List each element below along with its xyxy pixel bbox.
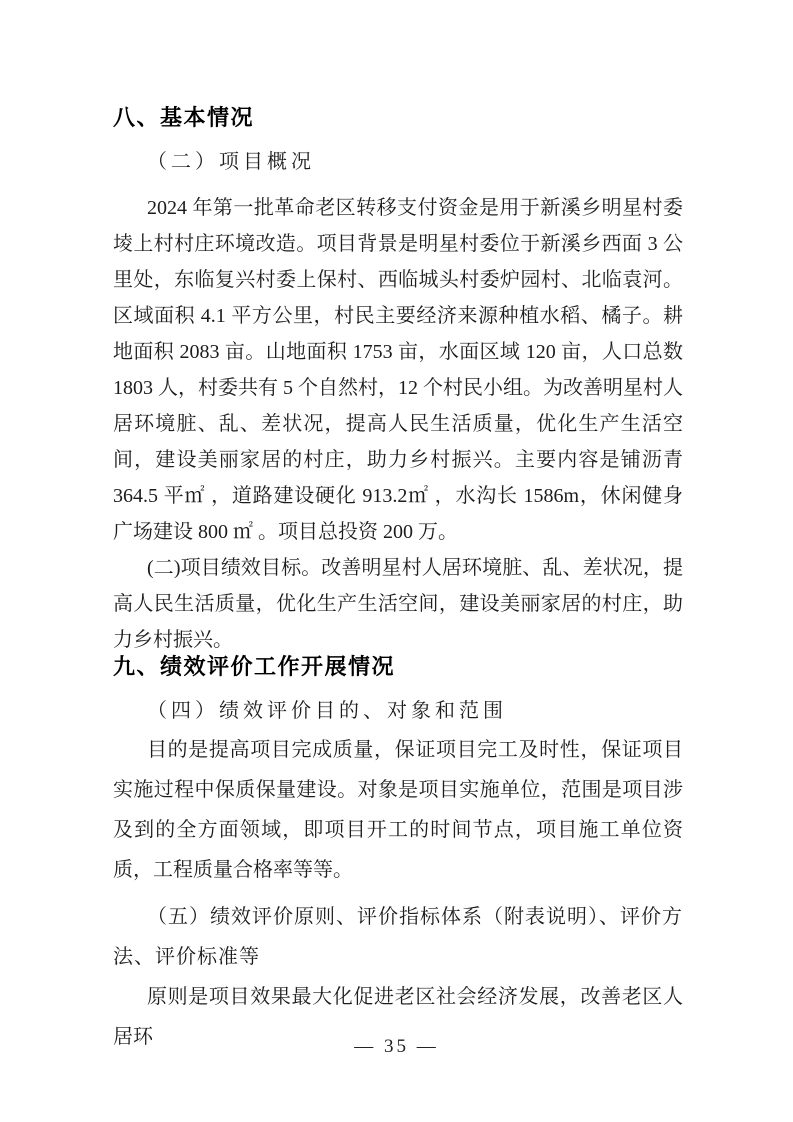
section-9-subheading-purpose-scope: （四）绩效评价目的、对象和范围	[147, 700, 507, 722]
section-8-subheading-project-overview: （二）项目概况	[147, 151, 315, 173]
section-9-subheading-principles-methods: （五）绩效评价原则、评价指标体系（附表说明）、评价方法、评价标准等	[113, 906, 683, 968]
section-8-heading: 八、基本情况	[113, 105, 255, 130]
page-footer	[0, 1036, 793, 1058]
page-number-text: — 35 —	[354, 1036, 439, 1057]
paragraph-evaluation-principles: 原则是项目效果最大化促进老区社会经济发展，改善老区人居环	[113, 986, 683, 1048]
paragraph-project-overview: 2024 年第一批革命老区转移支付资金是用于新溪乡明星村委堎上村村庄环境改造。项目背景是明星村委位于新溪乡西面 3 公里处，东临复兴村委上保村、西临城头村委炉园村、北临袁河。区域面积 4.1 平方公里，村民主要经济来源种植水稻、橘子。耕地面积 2083 亩。山地面积 1753 亩，水面区域 120 亩，人口总数 1803 人，村委共有 5 个自然村，12 个村民小组。为改善明星村人居环境脏、乱、差状况，提高人民生活质量，优化生产生活空间，建设美丽家居的村庄，助力乡村振兴。主要内容是铺沥青 364.5 平㎡ ，道路建设硬化 913.2㎡ ，水沟长 1586m，休闲健身广场建设 800 ㎡ 。项目总投资 200 万。	[113, 197, 683, 543]
paragraph-evaluation-purpose: 目的是提高项目完成质量，保证项目完工及时性，保证项目实施过程中保质保量建设。对象是项目实施单位，范围是项目涉及到的全方面领域，即项目开工的时间节点，项目施工单位资质，工程质量合格率等等。	[113, 739, 683, 881]
section-9-heading: 九、绩效评价工作开展情况	[113, 654, 396, 679]
section-8-body	[113, 190, 683, 658]
paragraph-project-performance-goal: (二)项目绩效目标。改善明星村人居环境脏、乱、差状况，提高人民生活质量，优化生产生活空间，建设美丽家居的村庄，助力乡村振兴。	[113, 557, 683, 651]
